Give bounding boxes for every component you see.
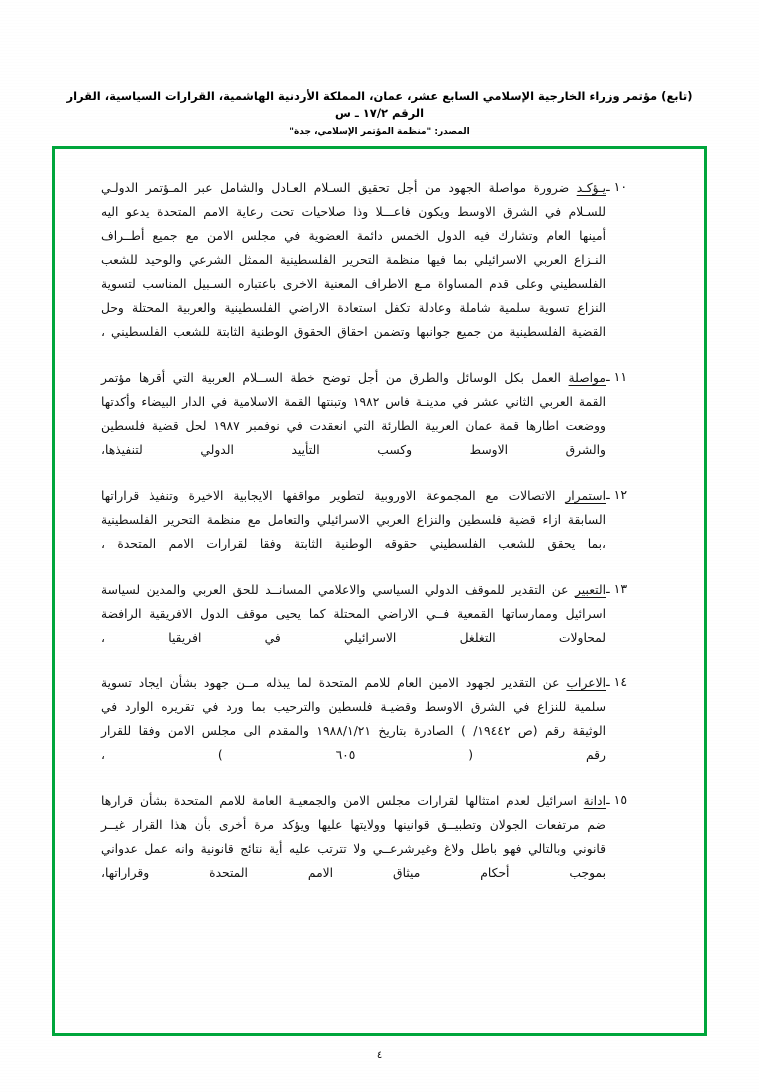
clause-list — [55, 149, 704, 1033]
clause-text — [101, 790, 606, 886]
content-frame — [52, 146, 707, 1036]
list-item — [101, 790, 658, 886]
clause-lead: استمرار — [565, 488, 606, 503]
clause-body-text: اسرائيل لعدم امتثالها لقرارات مجلس الامن والجمعيـة العامة للامم المتحدة بشأن قرارها ضم مرتفعات الجولان وتطبيــق قوانينها وولايتها عليها ويؤكد مرة أخرى بأن هذا القرار غيــر قانوني وبالتالي فهو باطل ولاغ وغيرشرعــي ولا تترتب عليه أية نتائج قانونية وانه عمل عدواني بموجب أحكام ميثاق الامم المتحدة وقراراتها، — [101, 794, 606, 881]
list-item — [101, 177, 658, 345]
clause-lead: التعبير — [574, 582, 606, 597]
clause-body-text: عن التقدير لجهود الامين العام للامم المتحدة لما يبذله مــن جهود بشأن ايجاد تسوية سلمية للنزاع في الشرق الاوسط وقضيـة فلسطين والترحيب بما ورد في تقريره الوارد في الوثيقة رقم (ص ١٩٤٤٢/ ) الصادرة بتاريخ ١٩٨٨/١/٢١ والمقدم الى مجلس الامن وفقا للقرار رقم ( ٦٠٥ ) ، — [101, 676, 606, 763]
list-item — [101, 485, 658, 557]
list-item — [101, 672, 658, 768]
page-number: ٤ — [376, 1050, 383, 1061]
clause-text — [101, 485, 606, 557]
clause-text — [101, 177, 606, 345]
clause-text — [101, 672, 606, 768]
clause-body-text: الاتصالات مع المجموعة الاوروبية لتطوير مواقفها الايجابية الاخيرة وتنفيذ قراراتها السابقة ازاء قضية فلسطين والنزاع العربي الاسرائيلي والتعامل مع منظمة التحرير الفلسطينية ،بما يحقق للشعب الفلسطيني حقوقه الوطنية الثابتة وفقا لقرارات الامم المتحدة ، — [101, 488, 606, 551]
source-line: المصدر: "منظمة المؤتمر الإسلامي، جدة" — [289, 127, 470, 138]
clause-lead: الاعراب — [566, 676, 606, 691]
clause-lead: يـؤكـد — [576, 181, 606, 195]
clause-number: ١٠ ـ — [606, 179, 628, 194]
clause-number: ١٥ ـ — [606, 792, 628, 808]
list-item — [101, 579, 658, 651]
clause-number: ١١ ـ — [606, 368, 628, 384]
clause-number: ١٢ ـ — [606, 486, 628, 502]
clause-lead: مواصلة — [568, 370, 606, 385]
page-title: (تابع) مؤتمر وزراء الخارجية الإسلامي السابع عشر، عمان، المملكة الأردنية الهاشمية، القرارات السياسية، القرار الرقم ١٧/٢ ـ س — [66, 89, 693, 120]
clause-number: ١٣ ـ — [606, 580, 628, 596]
clause-text — [101, 579, 606, 651]
clause-lead: ادانة — [583, 794, 606, 809]
document-header — [62, 88, 697, 137]
clause-body-text: العمل بكل الوسائل والطرق من أجل توضح خطة الســلام العربية التي أقرها مؤتمر القمة العربي الثاني عشر في مدينـة فاس ١٩٨٢ وتبنتها القمة الاسلامية في الدار البيضاء وأكدتها ووضعت اطارها قمة عمان العربية الطارئة التي انعقدت في نوفمبر ١٩٨٧ لحل قضية فلسطين والشرق الاوسط وكسب التأييد الدولي لتنفيذها، — [101, 370, 606, 457]
list-item — [101, 367, 658, 463]
clause-text — [101, 367, 606, 463]
clause-body-text: ضرورة مواصلة الجهود من أجل تحقيق السـلام العـادل والشامل عبر المـؤتمر الدولـي للسـلام في الشرق الاوسط ويكون فاعـــلا وذا صلاحيات تحت رعاية الامم المتحدة يدعو اليه أمينها العام وتشارك فيه الدول الخمس دائمة العضوية في مجلس الامن مع جميع أطــراف النـزاع العربي الاسرائيلي بما فيها منظمة التحرير الفلسطينية الممثل الشرعي والوحيد للشعب الفلسطيني وعلى قدم المساواة مـع الاطراف المعنية الاخرى باعتباره السـبيل المناسب لتسوية النزاع تسوية سلمية شاملة وعادلة تكفل استعادة الاراضي الفلسطينية والعربية المحتلة وحل القضية الفلسطينية من جميع جوانبها وتضمن احقاق الحقوق الوطنية الثابتة للشعب الفلسطيني ، — [101, 181, 606, 339]
clause-number: ١٤ ـ — [606, 674, 628, 690]
clause-body-text: عن التقدير للموقف الدولي السياسي والاعلامي المسانــد للحق العربي والمدين لسياسة اسرائيل وممارساتها القمعية فــي الاراضي المحتلة كما يحيى موقف الدول الافريقية الرافضة لمحاولات التغلغل الاسرائيلي في افريقيا ، — [101, 582, 606, 645]
